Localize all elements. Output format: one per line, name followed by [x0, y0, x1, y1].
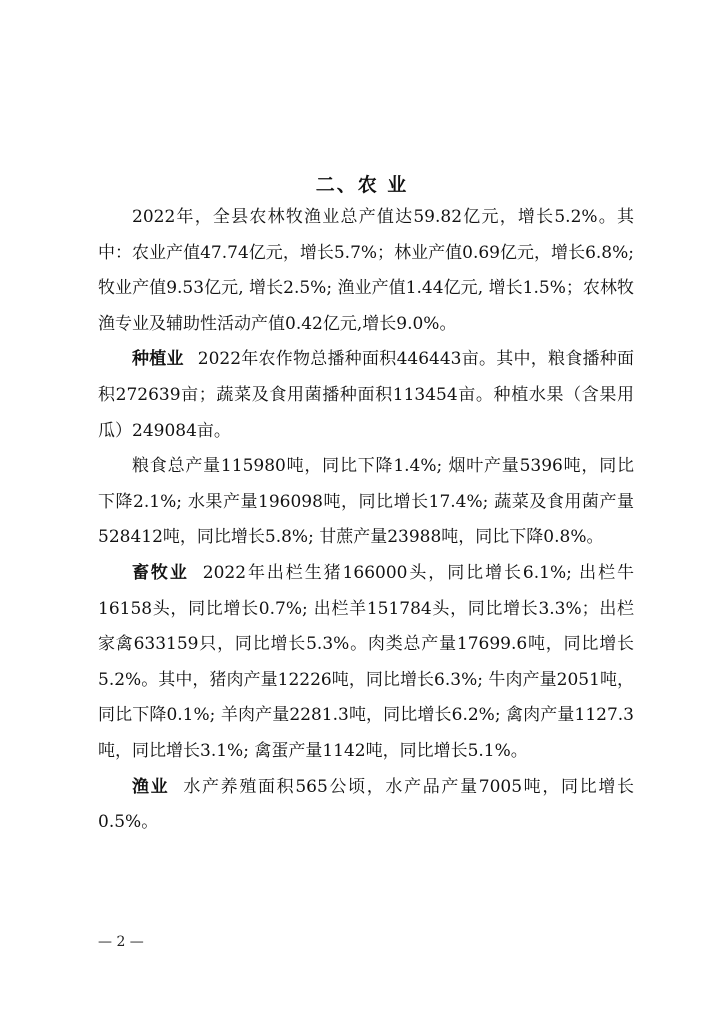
paragraph-term-fishery: 渔业	[132, 776, 170, 797]
paragraph-term-planting: 种植业	[132, 349, 184, 370]
paragraph-text: 2022年农作物总播种面积446443亩。其中，粮食播种面积272639亩；蔬菜及食用菌播种面积113454亩。种植水果（含果用瓜）249084亩。	[98, 349, 634, 441]
section-heading: 二、农 业	[315, 174, 409, 196]
paragraph-planting	[98, 342, 634, 449]
body-text	[98, 200, 634, 841]
paragraph-overview	[98, 200, 634, 342]
paragraph-fishery	[98, 770, 634, 841]
paragraph-livestock	[98, 556, 634, 770]
paragraph-term-livestock: 畜牧业	[132, 562, 189, 583]
paragraph-text: 水产养殖面积565公顷，水产品产量7005吨，同比增长0.5%。	[98, 776, 635, 833]
paragraph-text: 2022年，全县农林牧渔业总产值达59.82亿元，增长5.2%。其中：农业产值47.74亿元，增长5.7%；林业产值0.69亿元，增长6.8%; 牧业产值9.53亿元, 增长2.5%; 渔业产值1.44亿元, 增长1.5%；农林牧渔专业及辅助性活动产值0.42亿元,增长9.0%。	[98, 207, 634, 334]
paragraph-crop-output	[98, 449, 634, 556]
page-number: — 2 —	[98, 934, 144, 950]
paragraph-text: 2022年出栏生猪166000头，同比增长6.1%; 出栏牛16158头，同比增长0.7%; 出栏羊151784头，同比增长3.3%；出栏家禽633159只，同比增长5.3%。肉类总产量17699.6吨，同比增长5.2%。其中，猪肉产量12226吨，同比增长6.3%; 牛肉产量2051吨，同比下降0.1%; 羊肉产量2281.3吨，同比增长6.2%; 禽肉产量1127.3吨，同比增长3.1%; 禽蛋产量1142吨，同比增长5.1%。	[98, 562, 634, 761]
paragraph-text: 粮食总产量115980吨，同比下降1.4%; 烟叶产量5396吨，同比下降2.1%; 水果产量196098吨，同比增长17.4%; 蔬菜及食用菌产量528412吨，同比增长5.8%; 甘蔗产量23988吨，同比下降0.8%。	[98, 456, 634, 548]
